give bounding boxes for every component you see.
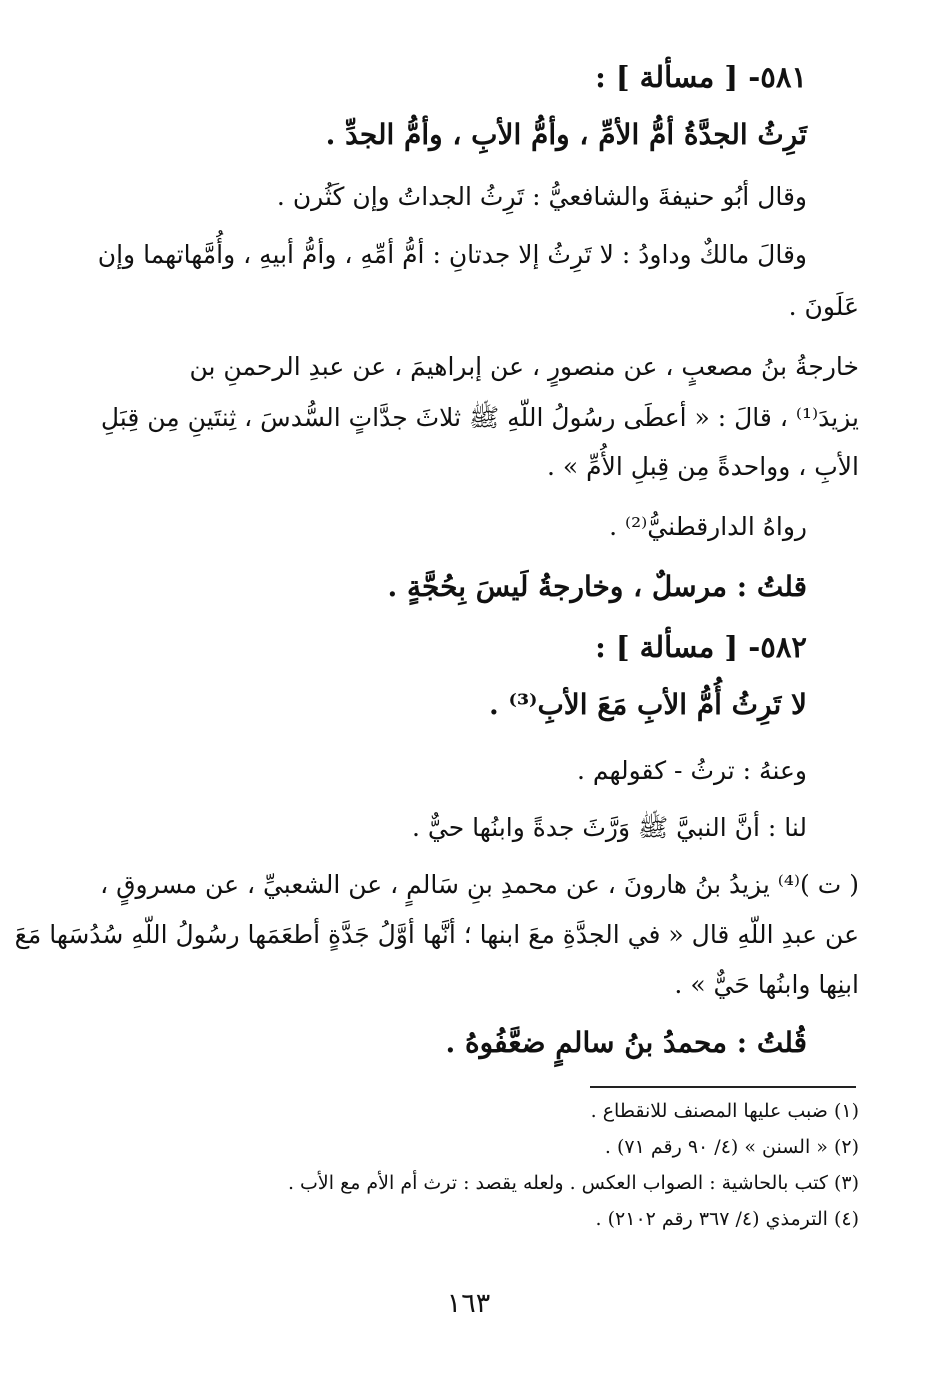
evidence-line: لنا : أنَّ النبيَّ ﷺ وَرَّثَ جدةً وابنُها حيٌّ . bbox=[412, 813, 807, 842]
footnote-separator bbox=[590, 1086, 856, 1088]
author-comment-1: قلتُ : مرسلٌ ، وخارجةُ لَيسَ بِحُجَّةٍ . bbox=[387, 570, 807, 603]
footnote-2: (٢) « السنن » (٤/ ٩٠ رقم ٧١) . bbox=[604, 1136, 859, 1158]
author-comment-2: قُلتُ : محمدُ بنُ سالمٍ ضعَّفُوهُ . bbox=[445, 1026, 807, 1059]
abu-hanifa-opinion: وقال أبُو حنيفةَ والشافعيُّ : تَرِثُ الجداتُ وإن كَثُرن . bbox=[276, 182, 807, 211]
daraqutni-narration: رواهُ الدارقطنيُّ⁽²⁾ . bbox=[609, 512, 807, 541]
issue-582-statement: لا تَرِثُ أُمُّ الأبِ مَعَ الأبِ⁽³⁾ . bbox=[489, 688, 807, 721]
issue-581-heading: ٥٨١- [ مسألة ] : bbox=[595, 60, 807, 94]
hadith-2-line-2: عن عبدِ اللّهِ قال « في الجدَّةِ معَ ابنها ؛ أنَّها أوَّلُ جَدَّةٍ أطعَمَها رسُولُ اللّهِ سُدُسَها مَعَ bbox=[14, 920, 859, 949]
hadith-2-line-1: ( ت )⁽⁴⁾ يزيدُ بنُ هارونَ ، عن محمدِ بنِ سَالمٍ ، عن الشعبيِّ ، عن مسروقٍ ، bbox=[100, 870, 859, 899]
footnote-3: (٣) كتب بالحاشية : الصواب العكس . ولعله يقصد : ترث أم الأم مع الأب . bbox=[287, 1172, 859, 1194]
issue-581-statement: تَرِثُ الجدَّةُ أمُّ الأمِّ ، وأمُّ الأبِ ، وأمُّ الجدِّ . bbox=[325, 118, 807, 151]
malik-opinion-line-1: وقالَ مالكٌ وداودُ : لا تَرِثُ إلا جدتانِ : أمُّ أمِّهِ ، وأمُّ أبيهِ ، وأُمَّهاتهما وإن bbox=[97, 240, 807, 269]
malik-opinion-line-2: عَلَونَ . bbox=[788, 292, 859, 321]
other-narration: وعنهُ : ترثُ - كقولهم . bbox=[576, 756, 807, 785]
footnote-4: (٤) الترمذي (٤/ ٣٦٧ رقم ٢١٠٢) . bbox=[595, 1208, 859, 1230]
hadith-2-line-3: ابنِها وابنُها حَيٌّ » . bbox=[674, 970, 859, 999]
footnote-1: (١) ضبب عليها المصنف للانقطاع . bbox=[590, 1100, 859, 1122]
page-number: ١٦٣ bbox=[446, 1288, 491, 1319]
issue-582-heading: ٥٨٢- [ مسألة ] : bbox=[595, 630, 807, 664]
hadith-1-line-1: خارجةُ بنُ مصعبٍ ، عن منصورٍ ، عن إبراهيمَ ، عن عبدِ الرحمنِ بن bbox=[189, 352, 859, 381]
hadith-1-line-2: يزيدَ⁽¹⁾ ، قالَ : « أعطَى رسُولُ اللّهِ ﷺ ثلاثَ جدَّاتٍ السُّدسَ ، ثِنتَينِ مِن قِبَلِ bbox=[100, 403, 859, 432]
hadith-1-line-3: الأبِ ، وواحدةً مِن قِبلِ الأُمِّ » . bbox=[547, 452, 859, 481]
